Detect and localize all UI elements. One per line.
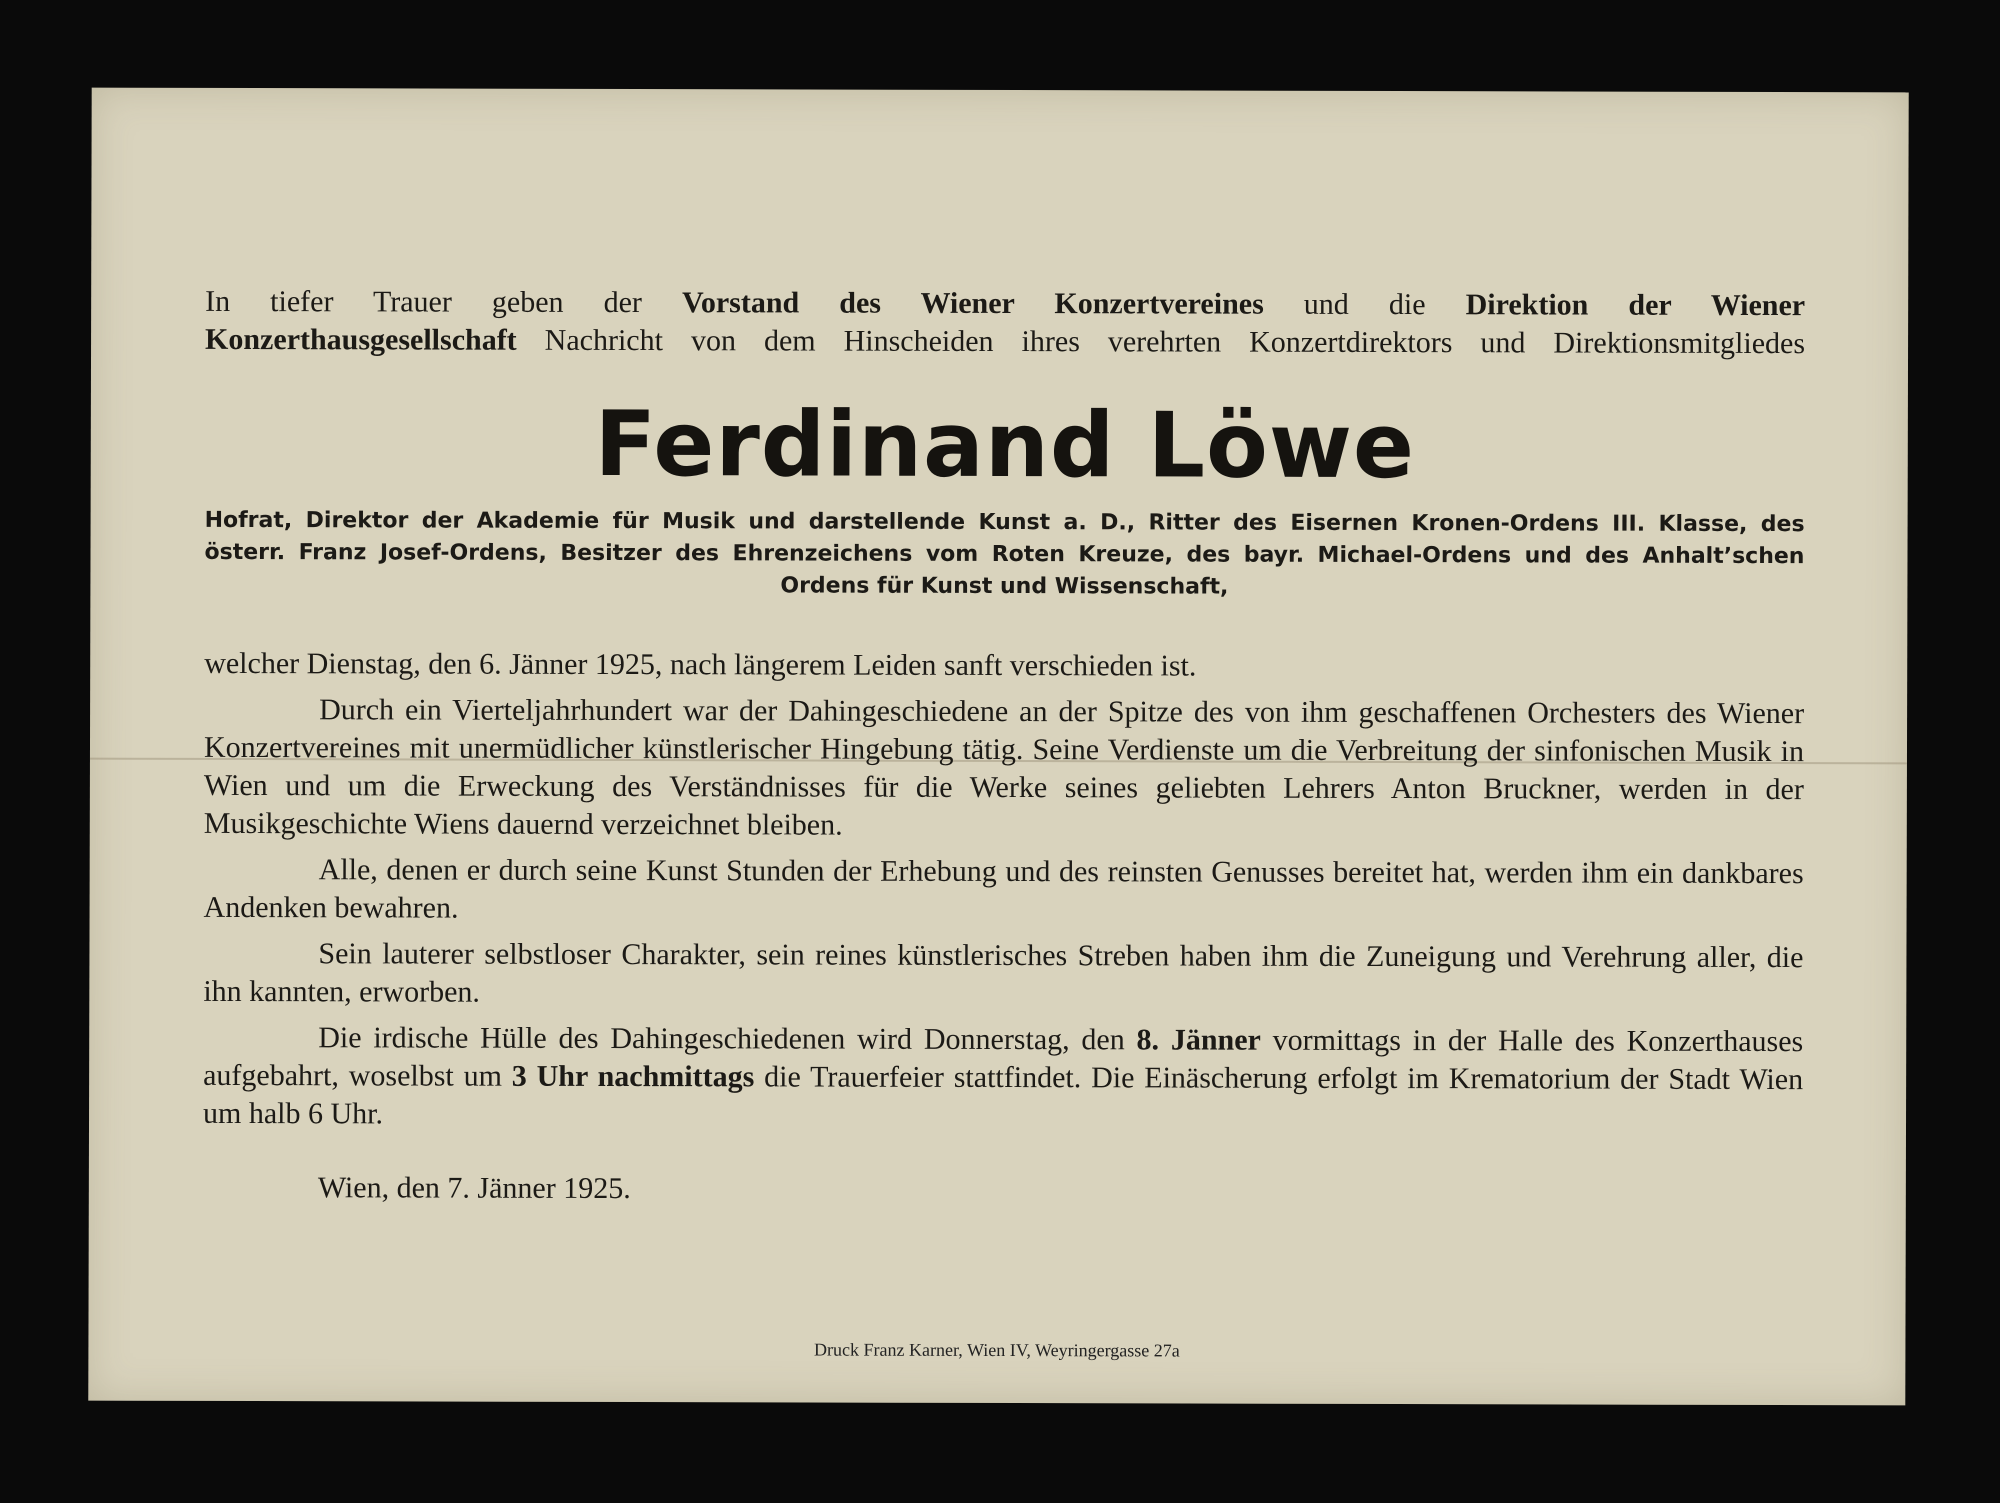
- funeral-text: vormittags in der Halle des Konzerthauses aufgebahrt, woselbst um: [203, 1023, 1804, 1093]
- funeral-text: Die irdische Hülle des Dahingeschiedenen wird Donnerstag, den: [318, 1021, 1137, 1057]
- titles-line-3: Ordens für Kunst und Wissenschaft,: [780, 573, 1229, 600]
- paragraph-character: Sein lauterer selbstloser Charakter, sein reines künstlerisches Streben haben ihm die Zuneigung und Verehrung aller, die ihn kannten, erworben.: [203, 937, 1804, 1009]
- intro-text: und die: [1263, 287, 1466, 322]
- titles-line-2: österr. Franz Josef-Ordens, Besitzer des Ehrenzeichens vom Roten Kreuze, des bayr. Michael-Ordens und des Anhalt’schen: [204, 539, 1805, 570]
- deceased-name: Ferdinand Löwe: [594, 391, 1416, 500]
- intro-direktion: Direktion der Wiener: [1465, 288, 1806, 323]
- paragraph-funeral: [203, 1019, 1803, 1137]
- funeral-text: die Trauerfeier stattfindet. Die Einäscherung erfolgt im Krematorium der Stadt Wien um halb 6 Uhr.: [202, 1060, 1804, 1131]
- intro-text: In tiefer Trauer geben der: [205, 284, 683, 320]
- intro-line-2: [205, 321, 1805, 363]
- honorific-titles: [204, 505, 1804, 605]
- paragraph-death: welcher Dienstag, den 6. Jänner 1925, nach längerem Leiden sanft verschieden ist.: [204, 646, 1197, 683]
- notice-sheet: [88, 88, 1908, 1406]
- paragraph-remembrance: Alle, denen er durch seine Kunst Stunden der Erhebung und des reinsten Genusses bereitet hat, werden ihm ein dankbares Andenken bewahren.: [203, 853, 1804, 925]
- printer-imprint: Druck Franz Karner, Wien IV, Weyringergasse 27a: [814, 1339, 1180, 1361]
- funeral-date: 8. Jänner: [1136, 1023, 1261, 1057]
- titles-line-1: Hofrat, Direktor der Akademie für Musik und darstellende Kunst a. D., Ritter des Eisernen Kronen-Ordens III. Klasse, des: [204, 507, 1805, 538]
- notice-content: [203, 283, 1805, 1241]
- intro-text: Nachricht von dem Hinscheiden ihres verehrten Konzertdirektors und Direktionsmitgliedes: [516, 323, 1806, 361]
- paragraph-career: Durch ein Vierteljahrhundert war der Dahingeschiedene an der Spitze des von ihm geschaffenen Orchesters des Wiener Konzertvereines mit unermüdlicher künstlerischer Hingebung tätig. Seine Verdienste um die Verbreitung der sinfonischen Musik in Wien und um die Erweckung des Verständnisses für die Werke seines geliebten Lehrers Anton Bruckner, werden in der Musikgeschichte Wiens dauernd verzeichnet bleiben.: [203, 693, 1805, 842]
- intro-vorstand: Vorstand des Wiener Konzertvereines: [681, 286, 1264, 321]
- place-and-date: Wien, den 7. Jänner 1925.: [317, 1171, 631, 1206]
- intro-gesellschaft: Konzerthausgesellschaft: [205, 322, 517, 357]
- funeral-time: 3 Uhr nachmittags: [511, 1059, 755, 1094]
- intro-line-1: [205, 283, 1805, 325]
